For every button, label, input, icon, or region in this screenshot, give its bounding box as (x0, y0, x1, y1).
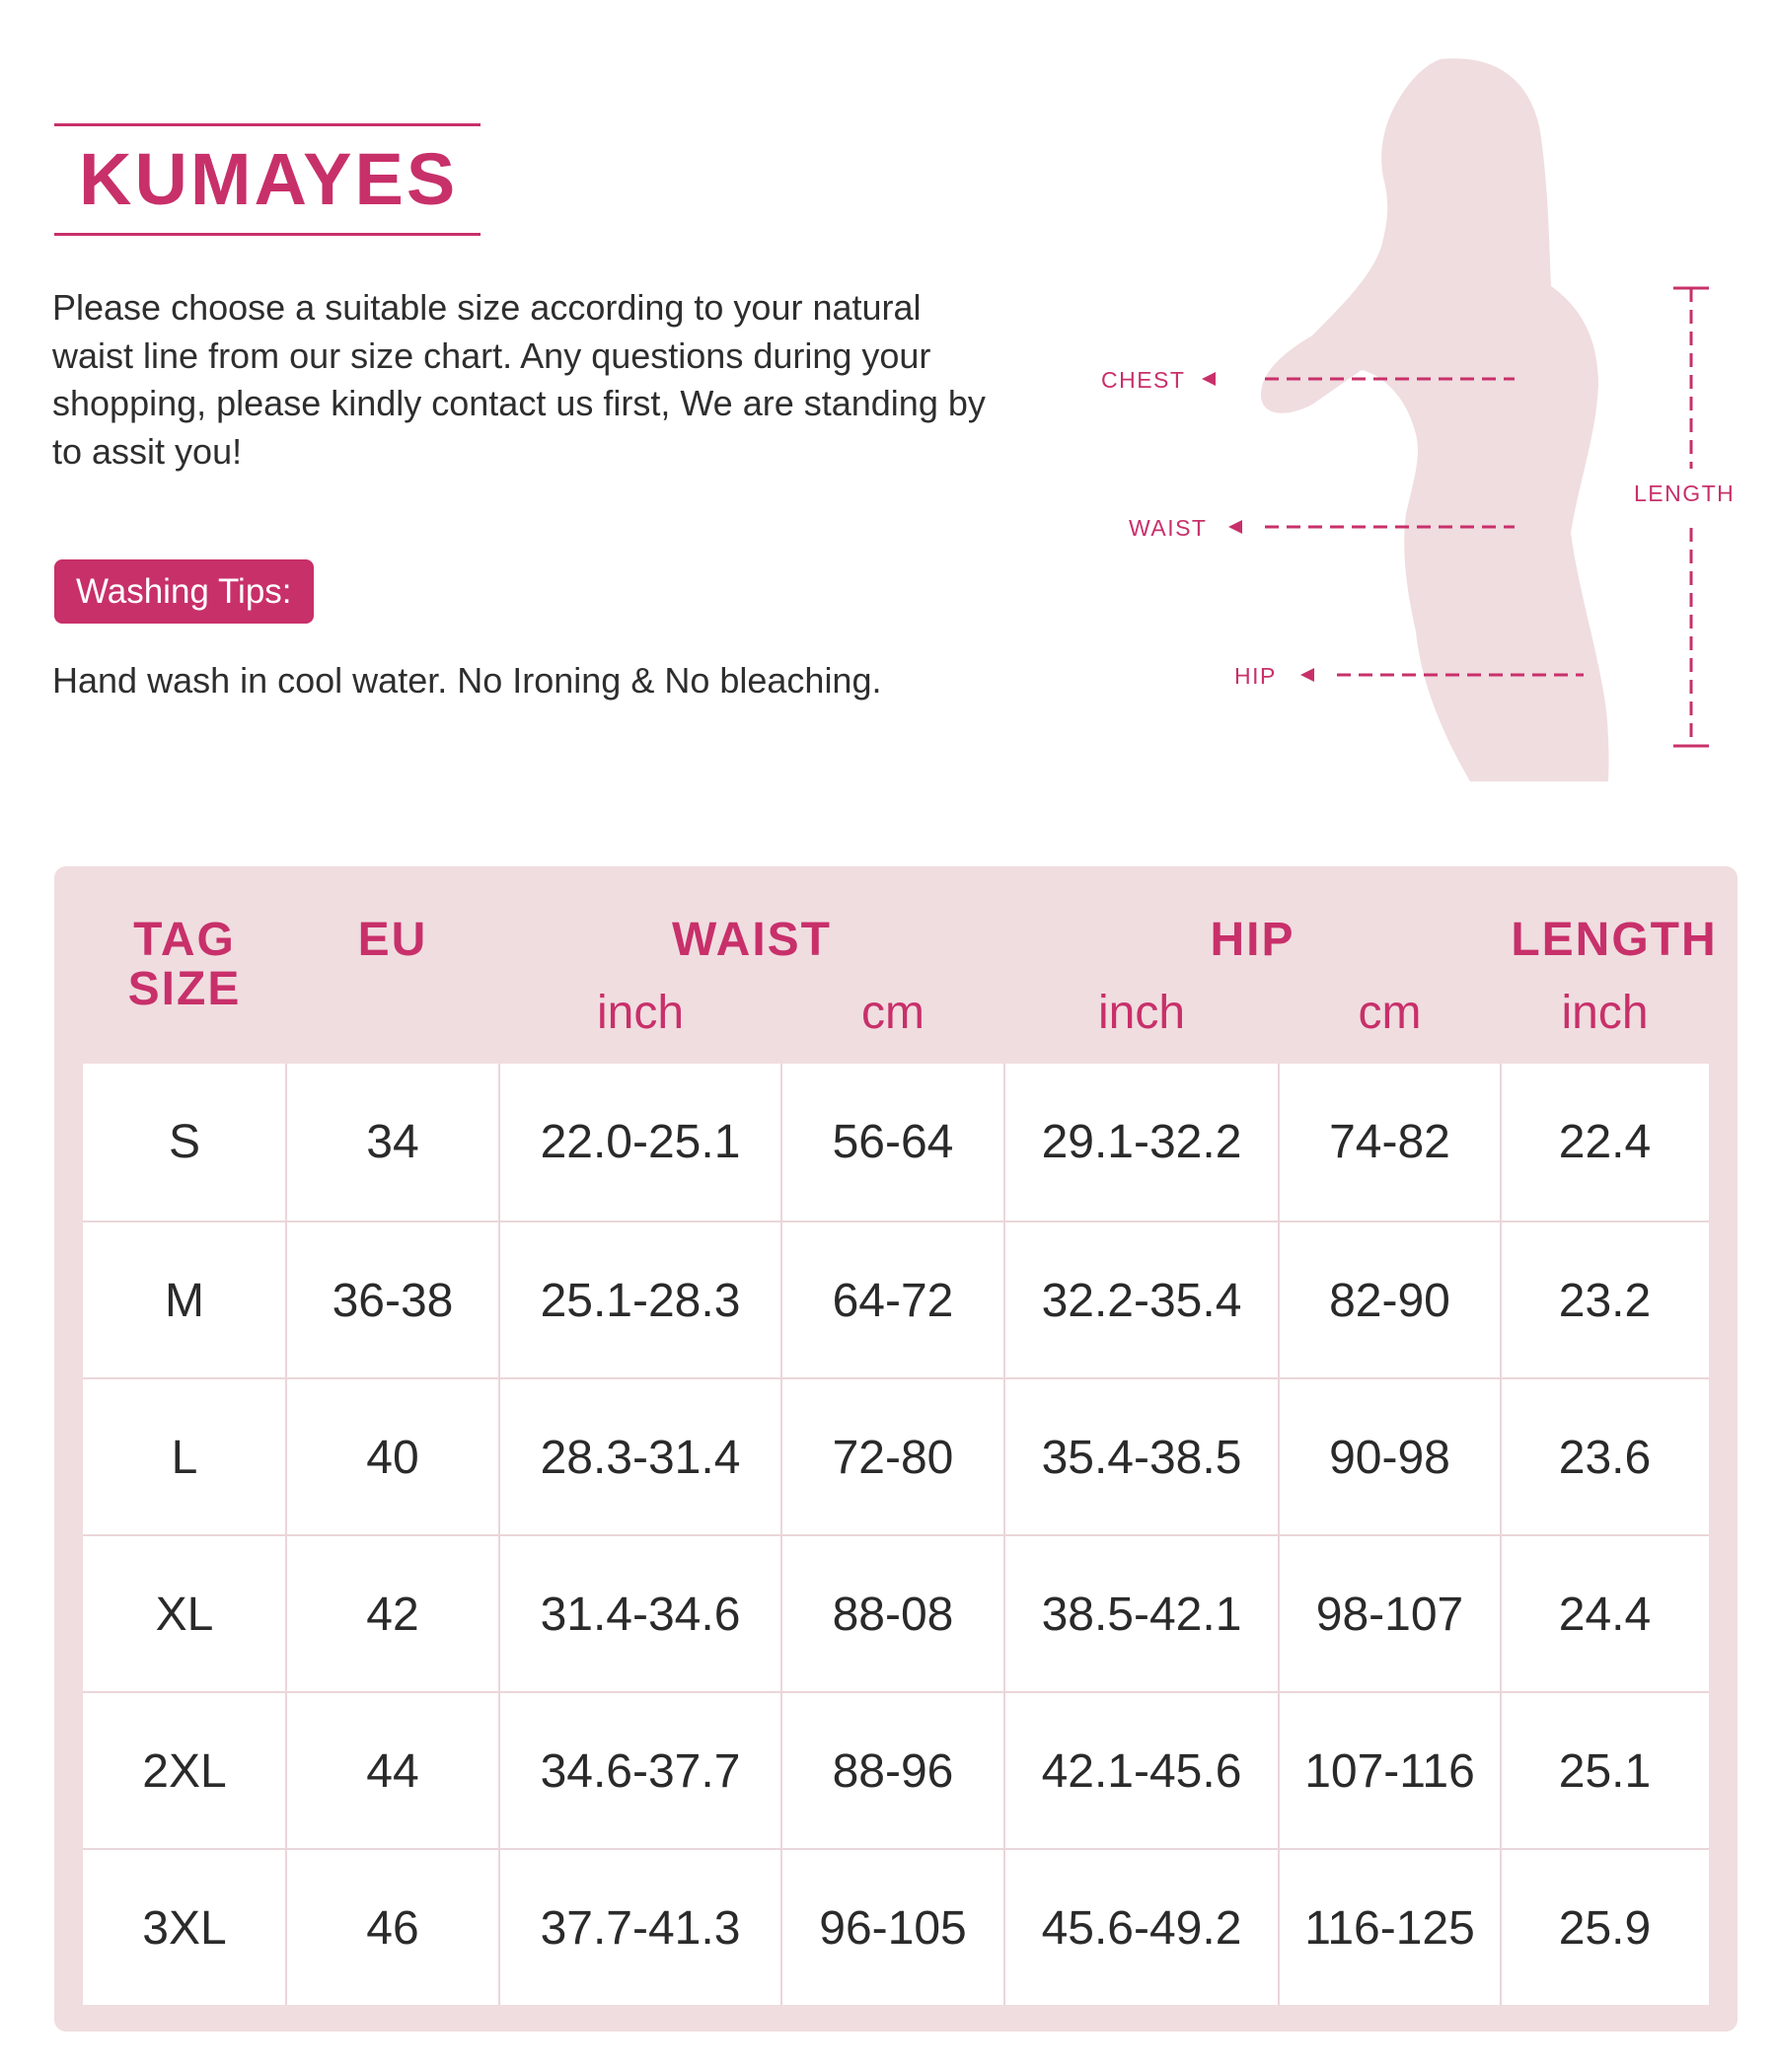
cell-size: 3XL (142, 1902, 227, 1955)
cell-waist-cm: 72-80 (832, 1432, 954, 1484)
cell-length: 23.6 (1558, 1432, 1652, 1484)
cell-size: S (168, 1116, 200, 1168)
table-row (83, 1691, 1709, 1850)
unit-hip-cm: cm (1358, 987, 1422, 1039)
cell-hip-cm: 74-82 (1329, 1116, 1450, 1168)
header-eu: EU (357, 914, 428, 966)
unit-waist-cm: cm (861, 987, 925, 1039)
cell-waist-cm: 56-64 (832, 1116, 954, 1168)
cell-waist-cm: 88-96 (832, 1745, 954, 1798)
size-advice-text: Please choose a suitable size according to your natural waist line from our size chart. Any questions during your shopping, please kindly contact us first, We are standing by to assit you! (52, 287, 986, 472)
length-label: LENGTH (1634, 481, 1736, 506)
washing-tips-badge: Washing Tips: (54, 559, 314, 624)
cell-size: M (165, 1275, 204, 1327)
waist-label: WAIST (1129, 515, 1208, 541)
cell-hip-inch: 38.5-42.1 (1041, 1589, 1242, 1641)
size-chart-body (83, 1064, 1709, 2005)
washing-tips-text: Hand wash in cool water. No Ironing & No bleaching. (52, 660, 882, 701)
body-silhouette-icon (1085, 39, 1776, 789)
hip-label: HIP (1234, 663, 1277, 689)
cell-size: L (171, 1432, 198, 1484)
table-row (83, 1534, 1709, 1693)
cell-hip-cm: 116-125 (1304, 1902, 1475, 1955)
cell-length: 25.9 (1558, 1902, 1652, 1955)
chest-label: CHEST (1101, 367, 1186, 393)
cell-size: 2XL (142, 1745, 227, 1798)
cell-waist-inch: 31.4-34.6 (540, 1589, 741, 1641)
cell-waist-inch: 25.1-28.3 (540, 1275, 741, 1327)
cell-hip-cm: 107-116 (1304, 1745, 1475, 1798)
cell-length: 22.4 (1558, 1116, 1652, 1168)
brand-rule-top (54, 123, 481, 126)
cell-hip-inch: 32.2-35.4 (1041, 1275, 1242, 1327)
brand-name: KUMAYES (79, 138, 459, 220)
cell-eu: 44 (366, 1745, 419, 1798)
cell-eu: 36-38 (332, 1275, 454, 1327)
cell-length: 23.2 (1558, 1275, 1652, 1327)
cell-waist-inch: 22.0-25.1 (540, 1116, 741, 1168)
size-chart-table (54, 866, 1738, 2032)
cell-eu: 40 (366, 1432, 419, 1484)
cell-hip-inch: 42.1-45.6 (1041, 1745, 1242, 1798)
table-row (83, 1848, 1709, 2007)
header-length: LENGTH (1511, 914, 1718, 966)
cell-hip-inch: 29.1-32.2 (1041, 1116, 1242, 1168)
cell-waist-cm: 88-08 (832, 1589, 954, 1641)
cell-waist-inch: 28.3-31.4 (540, 1432, 741, 1484)
table-row (83, 1221, 1709, 1379)
header-tag-size: TAG SIZE (127, 914, 242, 1015)
cell-hip-cm: 98-107 (1315, 1589, 1464, 1641)
cell-waist-cm: 96-105 (819, 1902, 967, 1955)
cell-hip-inch: 45.6-49.2 (1041, 1902, 1242, 1955)
cell-eu: 46 (366, 1902, 419, 1955)
cell-waist-inch: 34.6-37.7 (540, 1745, 741, 1798)
cell-size: XL (155, 1589, 214, 1641)
cell-length: 25.1 (1558, 1745, 1652, 1798)
cell-waist-inch: 37.7-41.3 (540, 1902, 741, 1955)
brand-rule-bottom (54, 233, 481, 236)
cell-length: 24.4 (1558, 1589, 1652, 1641)
measurement-figure (1085, 39, 1776, 789)
unit-length-inch: inch (1561, 987, 1649, 1039)
header-waist: WAIST (672, 914, 832, 966)
unit-hip-inch: inch (1097, 987, 1186, 1039)
cell-eu: 42 (366, 1589, 419, 1641)
table-row (83, 1064, 1709, 1221)
table-row (83, 1377, 1709, 1536)
cell-hip-inch: 35.4-38.5 (1041, 1432, 1242, 1484)
cell-waist-cm: 64-72 (832, 1275, 954, 1327)
unit-waist-inch: inch (596, 987, 685, 1039)
header-hip: HIP (1210, 914, 1295, 966)
cell-eu: 34 (366, 1116, 419, 1168)
cell-hip-cm: 82-90 (1329, 1275, 1450, 1327)
cell-hip-cm: 90-98 (1329, 1432, 1450, 1484)
